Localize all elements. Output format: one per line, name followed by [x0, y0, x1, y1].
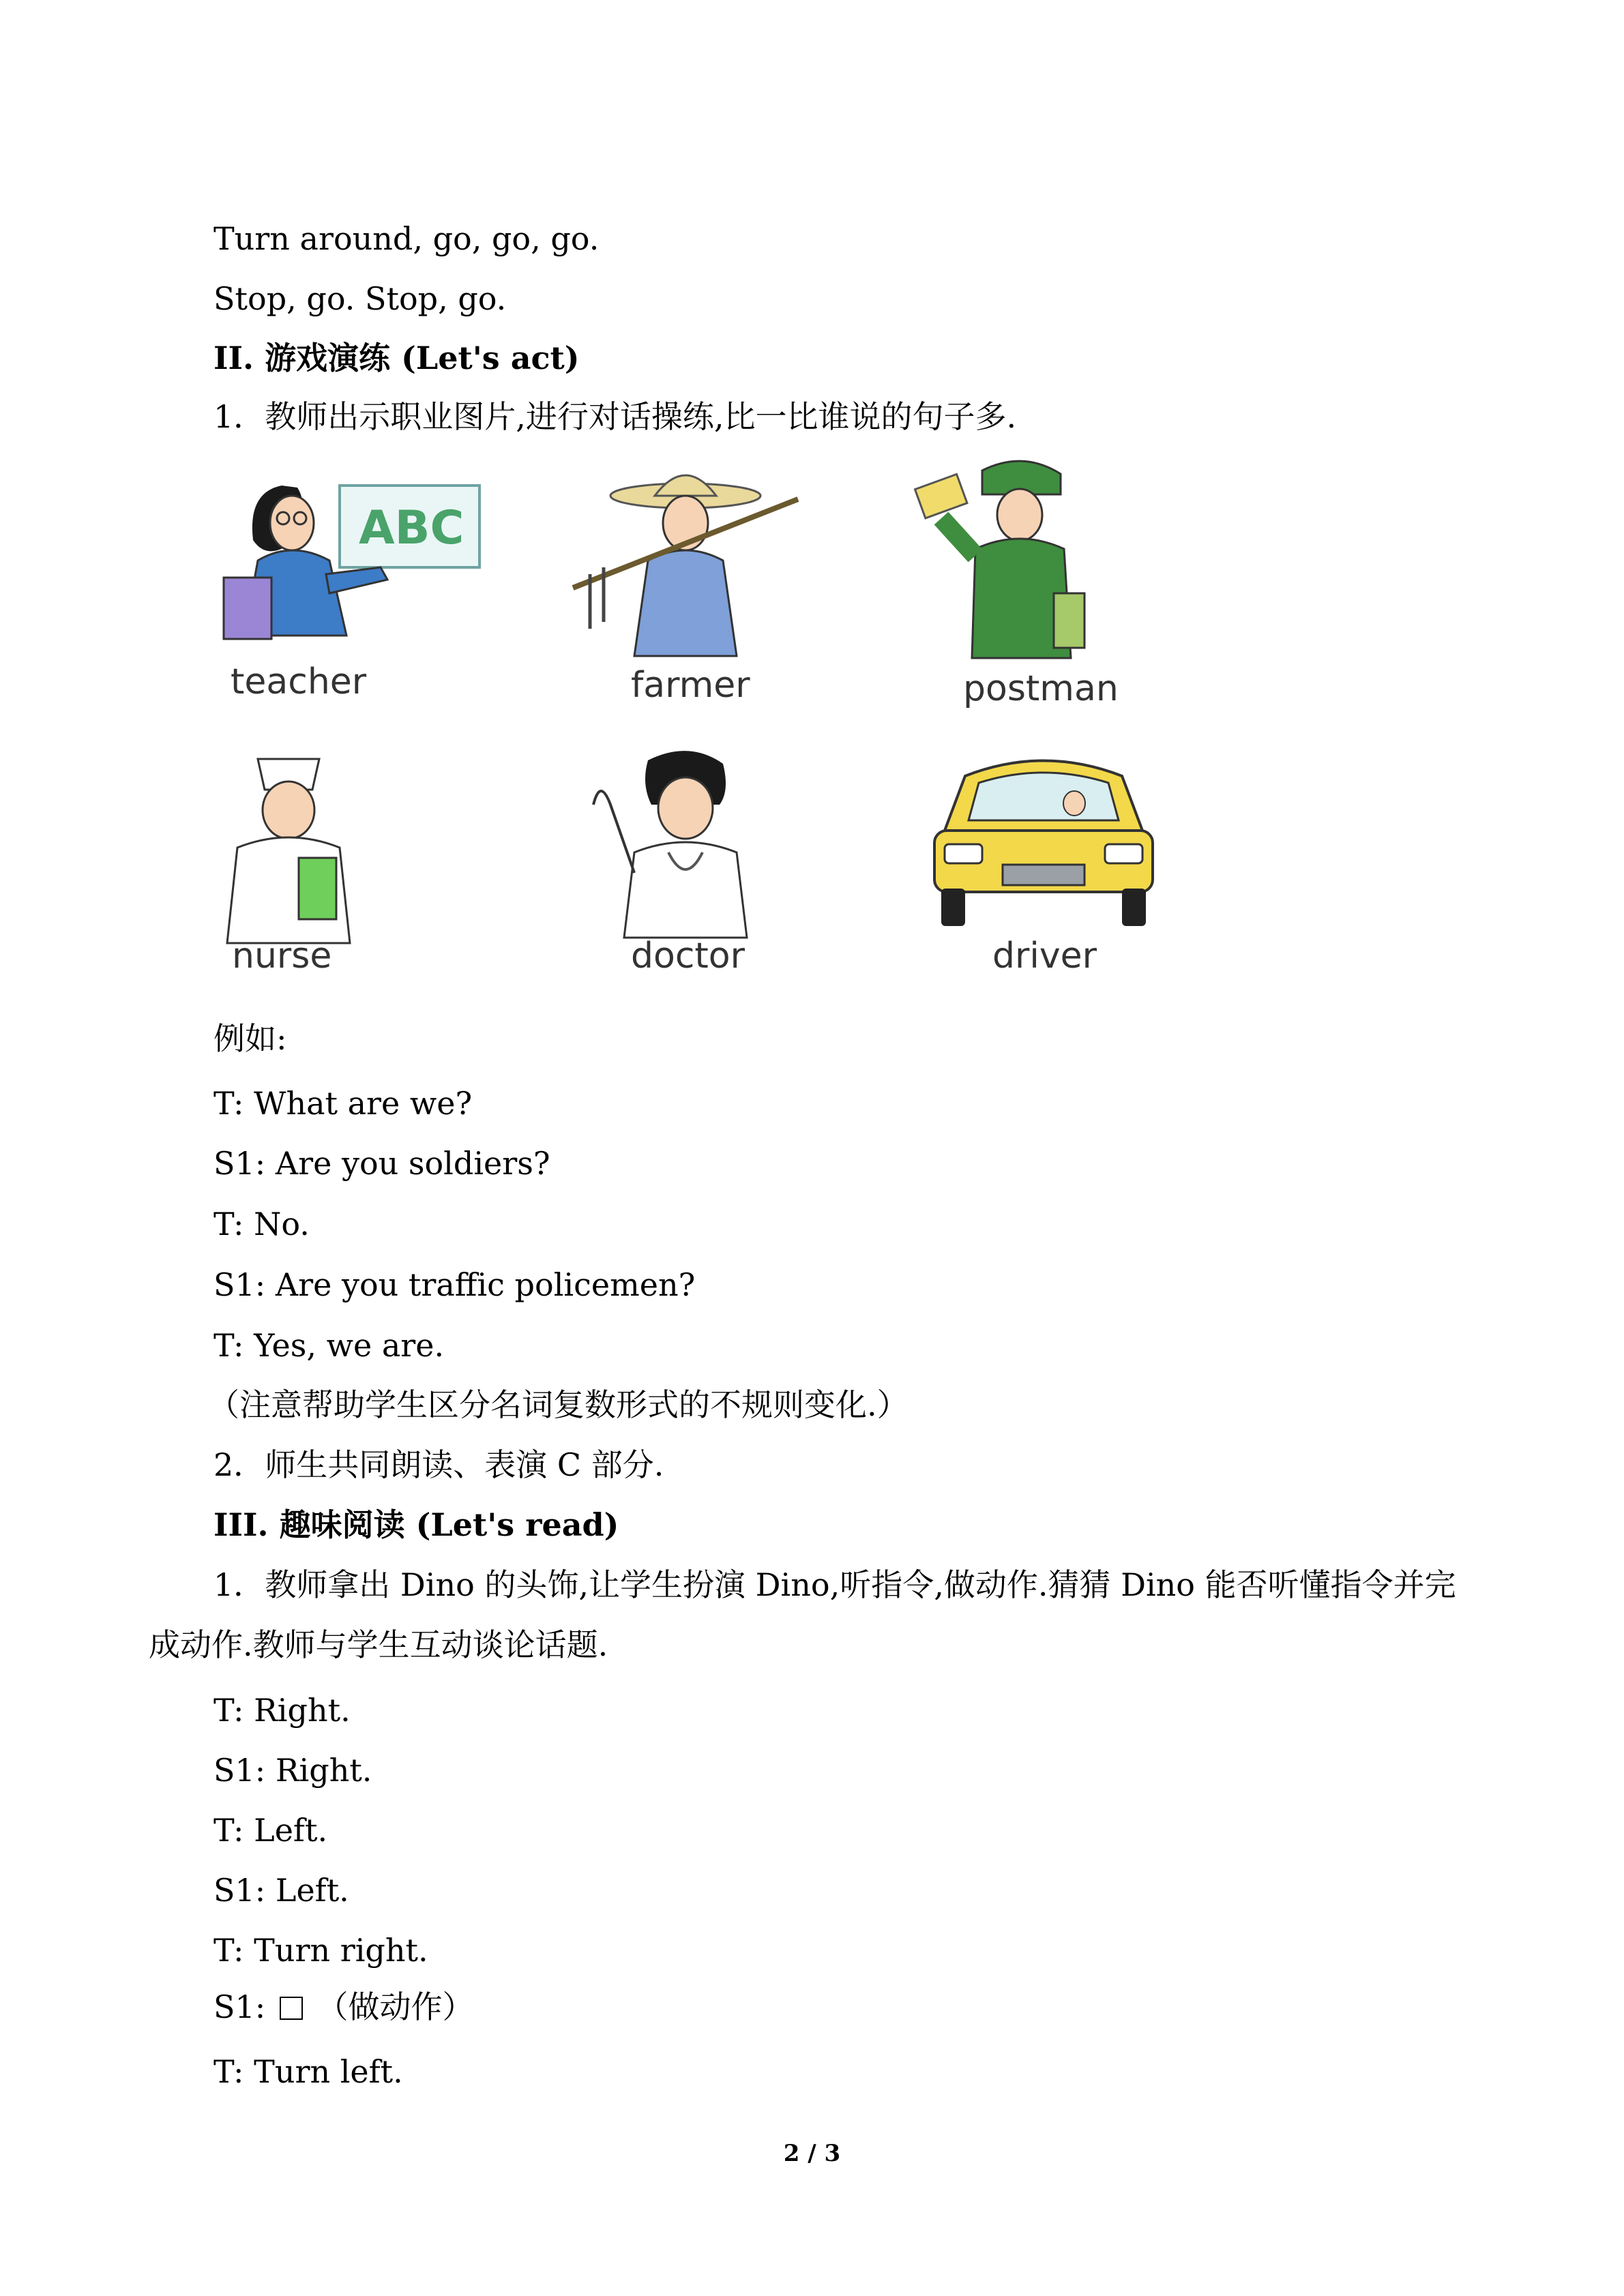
dialogue-line: T: Left. [213, 1812, 328, 1849]
section-heading: II. 游戏演练 (Let's act) [213, 340, 580, 376]
speaker-prefix: S1: [213, 1988, 266, 2025]
dialogue-line: T: Turn right. [213, 1932, 428, 1969]
dialogue-line: T: Turn left. [213, 2053, 403, 2090]
postman-picture [911, 453, 1136, 672]
doctor-picture [566, 743, 784, 941]
page-number: 2 / 3 [783, 2140, 841, 2167]
blank-box [280, 1997, 303, 2020]
dialogue-line: S1: Are you traffic policemen? [213, 1266, 696, 1303]
teacher-picture [217, 458, 490, 649]
farmer-picture [566, 458, 812, 663]
dialogue-line: S1: Left. [213, 1872, 349, 1909]
text-line: 1．教师拿出 Dino 的头饰,让学生扮演 Dino,听指令,做动作.猜猜 Dino 能否听懂指令并完 [213, 1566, 1456, 1603]
action-note: （做动作） [316, 1988, 474, 2025]
job-label-farmer: farmer [631, 665, 750, 706]
dialogue-line: S1: Are you soldiers? [213, 1145, 550, 1182]
text-line: 成动作.教师与学生互动谈论话题. [149, 1626, 608, 1663]
text-line: 1．教师出示职业图片,进行对话操练,比一比谁说的句子多. [213, 398, 1017, 435]
job-label-postman: postman [963, 668, 1119, 709]
job-label-driver: driver [992, 936, 1097, 976]
dialogue-line: S1: Right. [213, 1752, 372, 1789]
dialogue-line: T: Right. [213, 1692, 351, 1729]
dialogue-line: T: No. [213, 1206, 310, 1242]
nurse-picture [217, 749, 374, 946]
text-line: Turn around, go, go, go. [213, 220, 600, 257]
dialogue-line: T: What are we? [213, 1085, 473, 1122]
note-line: （注意帮助学生区分名词复数形式的不规则变化.） [208, 1386, 909, 1423]
job-label-teacher: teacher [231, 661, 367, 702]
job-label-doctor: doctor [631, 936, 745, 976]
board-letters: ABC [359, 501, 464, 555]
dialogue-line [213, 1988, 474, 2026]
section-heading: III. 趣味阅读 (Let's read) [213, 1506, 619, 1543]
job-label-nurse: nurse [232, 936, 332, 976]
text-line: 例如: [213, 1020, 287, 1057]
driver-picture [928, 749, 1160, 940]
dialogue-line: T: Yes, we are. [213, 1327, 445, 1364]
text-line: 2．师生共同朗读、表演 C 部分. [213, 1446, 664, 1483]
text-line: Stop, go. Stop, go. [213, 280, 507, 317]
